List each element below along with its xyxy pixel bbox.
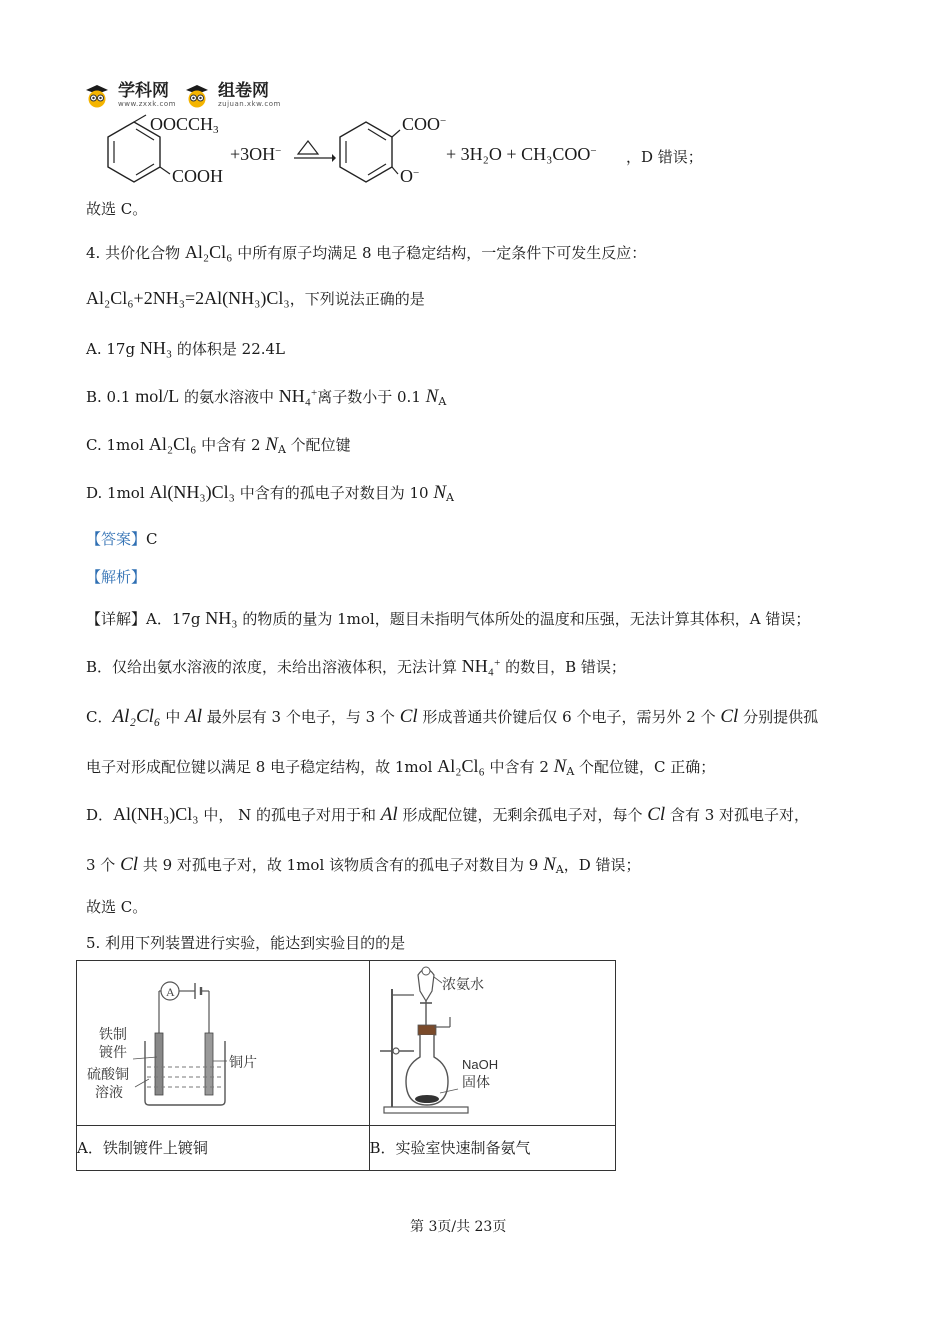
copper-electrode (205, 1033, 213, 1095)
reaction-verdict: ，D 错误； (626, 148, 703, 166)
product-substituent-coo: COO− (402, 114, 447, 134)
detail-c-line2: 电子对形成配位键以满足 8 电子稳定结构，故 1mol Al₂Cl₆ 中含有 2 $N_A$ 个配位键，C 正确； (86, 756, 716, 778)
choose-c-line-2: 故选 C。 (86, 898, 148, 916)
iron-electrode (155, 1033, 163, 1095)
logo-zujuan: 组卷网 zujuan.xkw.com (217, 81, 281, 108)
answer-line: 【答案】C (86, 530, 158, 548)
label-copper: 铜片 (229, 1055, 257, 1071)
aspirin-substituent-cooh: COOH (172, 166, 224, 186)
owl-logo-icon (84, 82, 110, 108)
logo-xkw: 学科网 www.zxxk.com (118, 81, 176, 108)
stand-base (384, 1107, 468, 1113)
owl-logo-icon (184, 82, 210, 108)
caption-a: A．铁制镀件上镀铜 (77, 1126, 370, 1171)
round-bottom-flask (406, 1035, 448, 1105)
caption-b: B．实验室快速制备氨气 (369, 1126, 616, 1171)
detail-b: B．仅给出氨水溶液的浓度，未给出溶液体积，无法计算 NH₄+ 的数目，B 错误； (86, 656, 626, 676)
label-cuso4-1: 硫酸铜 (87, 1067, 129, 1083)
aspirin-substituent-ester: $OOCCH_3$ (150, 114, 219, 136)
hydroxide-reagent: +3OH− (230, 144, 282, 164)
label-naoh-2: 固体 (461, 1075, 490, 1091)
stopper (418, 1025, 436, 1035)
analysis-label: 【解析】 (86, 568, 147, 586)
products-tail: + 3H₂O + CH₃COO− (446, 144, 597, 164)
q4-option-d: D. 1mol Al(NH₃)Cl₃ 中含有的孤电子对数目为 10 $N_A$ (86, 482, 454, 504)
experiment-table (76, 960, 616, 1171)
label-cuso4-2: 溶液 (95, 1085, 123, 1101)
electroplating-apparatus (77, 961, 367, 1121)
figure-cell-b (369, 961, 616, 1126)
q4-option-b: B. 0.1 mol/L 的氨水溶液中 NH₄+离子数小于 0.1 $N_A$ (86, 386, 447, 408)
detail-c-line1: C．Al₂Cl₆ 中 Al 最外层有 3 个电子，与 3 个 Cl 形成普通共价键后仅 6 个电子，需另外 2 个 Cl 分别提供孤 (86, 706, 819, 727)
q4-equation: Al₂Cl₆+2NH₃=2Al(NH₃)Cl₃，下列说法正确的是 (86, 288, 425, 308)
ammonia-apparatus (370, 961, 614, 1121)
label-naoh-1: NaOH (461, 1057, 498, 1072)
naoh-solid (415, 1095, 439, 1103)
q4-stem: 4. 共价化合物 Al₂Cl₆ 中所有原子均满足 8 电子稳定结构，一定条件下可发生反应： (86, 242, 647, 262)
detail-a: 【详解】A．17g NH₃ 的物质的量为 1mol，题目未指明气体所处的温度和压强，无法计算其体积，A 错误； (86, 608, 811, 628)
q4-option-c: C. 1mol Al₂Cl₆ 中含有 2 $N_A$ 个配位键 (86, 434, 351, 456)
q5-stem: 5. 利用下列装置进行实验，能达到实验目的的是 (86, 934, 406, 952)
label-iron-2: 镀件 (99, 1045, 127, 1061)
header-logos (84, 78, 281, 112)
label-iron-1: 铁制 (99, 1027, 127, 1043)
product-substituent-o: O− (400, 166, 420, 186)
ammeter-symbol: A (166, 985, 175, 999)
figure-cell-a (77, 961, 370, 1126)
choose-c-line-1: 故选 C。 (86, 200, 148, 218)
page-footer: 第 3页/共 23页 (410, 1219, 507, 1235)
detail-d-line2: 3 个 Cl 共 9 对孤电子对，故 1mol 该物质含有的孤电子对数目为 9 $N_A$，D 错误； (86, 854, 641, 876)
label-ammonia: 浓氨水 (441, 977, 484, 993)
detail-d-line1: D．Al(NH₃)Cl₃ 中， N 的孤电子对用于和 Al 形成配位键，无剩余孤电子对，每个 Cl 含有 3 对孤电子对， (86, 804, 810, 825)
q4-option-a: A. 17g NH₃ 的体积是 22.4L (86, 338, 286, 358)
